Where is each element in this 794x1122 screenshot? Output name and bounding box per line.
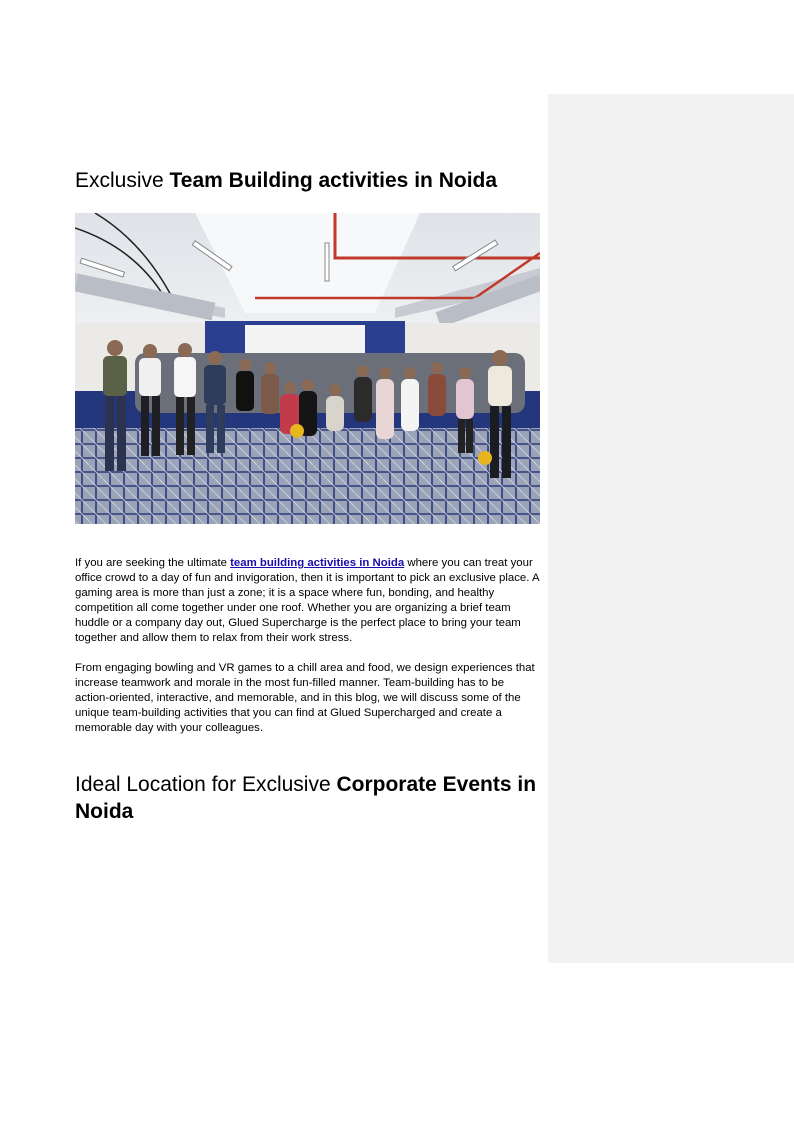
intro-paragraph-text-before: If you are seeking the ultimate [75, 557, 231, 569]
activities-paragraph: From engaging bowling and VR games to a chill area and food, we design experiences that increase teamwork and morale in the most fun-filled manner. Team-building has to be action-oriented, interactive, and memorable, and in this blog, we will discuss some of the unique team-building activities that you can find at Glued Supercharged and create a memorable day with your colleagues. [75, 662, 535, 735]
intro-paragraph-text-after: where you can treat your office crowd to a day of fun and invigoration, then it is important to pick an exclusive place. A gaming area is more than just a zone; it is a space where fun, bonding, and healthy competition all come together under one roof. Whether you are organizing a brief team huddle or a company day out, Glued Supercharge is the perfect place to bring your team together and allow them to relax from their work stress. [75, 557, 539, 645]
page-title [75, 167, 541, 194]
section-heading-bold: Corporate Events in Noida [75, 773, 537, 823]
page-title-bold: Team Building activities in Noida [169, 169, 498, 192]
team-building-link[interactable]: team building activities in Noida [230, 557, 405, 569]
team-group-photo [75, 213, 540, 524]
section-heading-prefix: Ideal Location for Exclusive [75, 773, 337, 796]
comment-sidebar [548, 94, 794, 963]
section-heading [75, 771, 541, 825]
team-group-photo-illustration [75, 213, 540, 524]
intro-paragraph [75, 556, 541, 647]
page-title-prefix: Exclusive [75, 169, 170, 192]
